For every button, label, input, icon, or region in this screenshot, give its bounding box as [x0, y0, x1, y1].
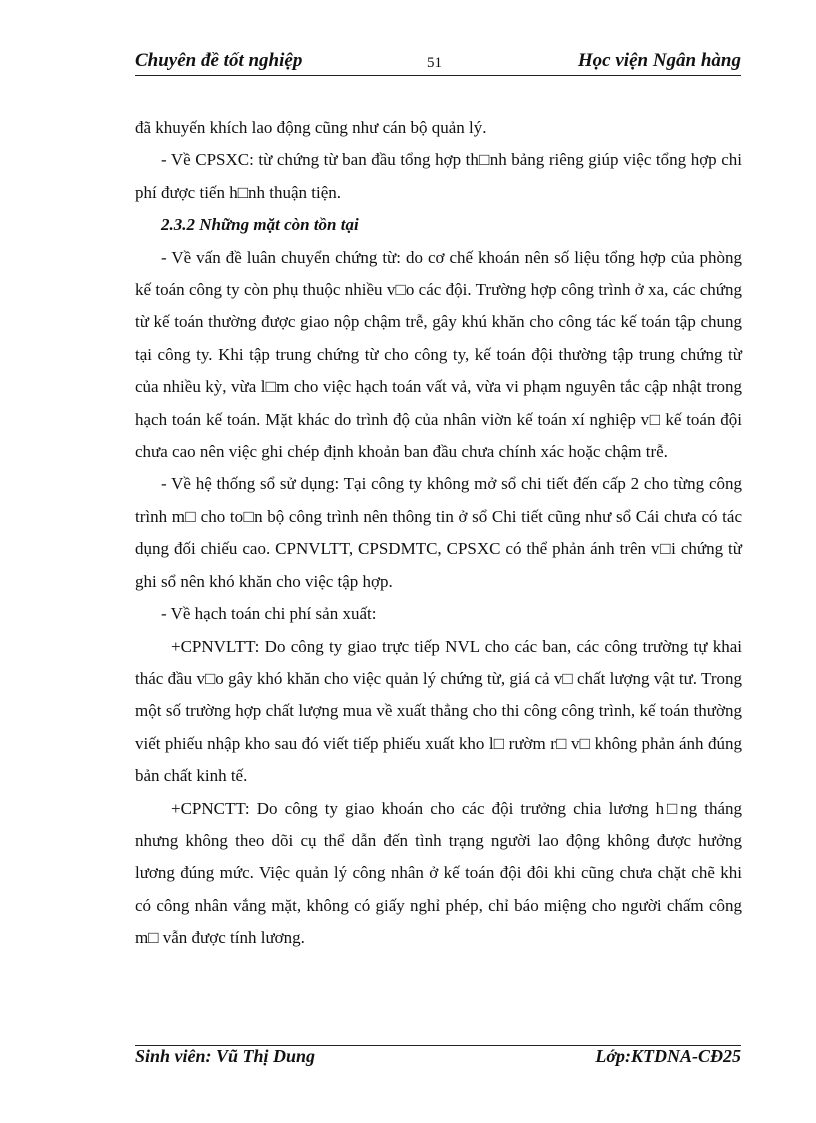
paragraph: +CPNCTT: Do công ty giao khoán cho các đội trưởng chia lương h□ng tháng nhưng không theo dõi cụ thể dẫn đến tình trạng người lao động không được hưởng lương đúng mức. Việc quản lý công nhân ở kế toán đội đôi khi cũng chưa chặt chẽ khi có công nhân vắng mặt, không có giấy nghỉ phép, chỉ báo miệng cho người chấm công m□ vẫn được tính lương.: [135, 798, 742, 948]
header-title: Chuyên đề tốt nghiệp: [135, 50, 303, 71]
page-header: [135, 50, 741, 74]
page-number: 51: [427, 55, 442, 71]
header-institution: Học viện Ngân hàng: [577, 50, 741, 71]
paragraph: - Về vấn đề luân chuyển chứng từ: do cơ chế khoán nên số liệu tổng hợp của phòng kế toán công ty còn phụ thuộc nhiều v□o các đội. Trường hợp công trình ở xa, các chứng từ kế toán thường được giao nộp chậm trễ, gây khú khăn cho công tác kế toán tập chung tại công ty. Khi tập trung chứng từ cho công ty, kế toán đội thường tập trung chứng từ của nhiều kỳ, vừa l□m cho việc hạch toán vất vả, vừa vi phạm nguyên tắc cập nhật trong hạch toán kế toán. Mặt khác do trình độ của nhân viờn kế toán xí nghiệp v□ kế toán đội chưa cao nên việc ghi chép định khoản ban đầu chưa chính xác hoặc chậm trễ.: [135, 247, 742, 462]
section-heading: 2.3.2 Những mặt còn tồn tại: [161, 215, 359, 235]
paragraph: - Về hạch toán chi phí sản xuất:: [161, 604, 377, 624]
document-body: [135, 112, 742, 955]
student-name: Sinh viên: Vũ Thị Dung: [135, 1046, 316, 1066]
page-footer: [135, 1046, 741, 1070]
header-rule: [135, 75, 741, 76]
paragraph: - Về CPSXC: từ chứng từ ban đầu tổng hợp th□nh bảng riêng giúp việc tổng hợp chi phí được tiến h□nh thuận tiện.: [135, 150, 742, 202]
paragraph: - Về hệ thống sổ sử dụng: Tại công ty không mở sổ chi tiết đến cấp 2 cho từng công trình m□ cho to□n bộ công trình nên thông tin ở sổ Chi tiết cũng như sổ Cái chưa có tác dụng đối chiếu cao. CPNVLTT, CPSDMTC, CPSXC có thể phản ánh trên v□i chứng từ ghi sổ nên khó khăn cho việc tập hợp.: [135, 474, 742, 591]
class-code: Lớp:KTDNA-CĐ25: [595, 1046, 741, 1066]
paragraph: +CPNVLTT: Do công ty giao trực tiếp NVL cho các ban, các công trường tự khai thác đầu v□o gây khó khăn cho việc quản lý chứng từ, giá cả v□ chất lượng vật tư. Trong một số trường hợp chất lượng mua về xuất thẳng cho thi công công trình, kế toán thường viết phiếu nhập kho sau đó viết tiếp phiếu xuất kho l□ rườm r□ v□ không phản ánh đúng bản chất kinh tế.: [135, 636, 742, 786]
paragraph: đã khuyến khích lao động cũng như cán bộ quản lý.: [135, 118, 487, 137]
